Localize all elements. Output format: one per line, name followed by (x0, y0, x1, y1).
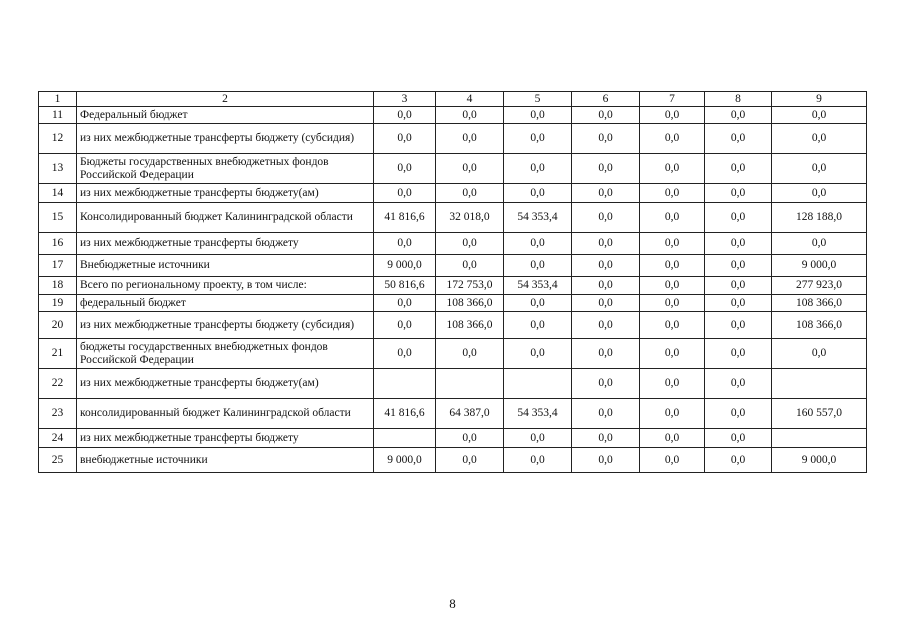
table-row (39, 233, 867, 255)
value-cell: 0,0 (504, 295, 572, 312)
value-cell (374, 369, 436, 399)
row-label: из них межбюджетные трансферты бюджету (77, 233, 374, 255)
value-cell: 0,0 (572, 339, 640, 369)
row-label: Внебюджетные источники (77, 255, 374, 277)
value-cell: 0,0 (572, 154, 640, 184)
value-cell: 9 000,0 (772, 255, 867, 277)
column-header: 1 (39, 92, 77, 107)
value-cell: 0,0 (640, 339, 705, 369)
value-cell: 32 018,0 (436, 203, 504, 233)
column-header: 2 (77, 92, 374, 107)
value-cell: 0,0 (504, 184, 572, 203)
value-cell: 0,0 (504, 429, 572, 448)
value-cell: 0,0 (640, 369, 705, 399)
column-header: 4 (436, 92, 504, 107)
value-cell: 0,0 (572, 255, 640, 277)
value-cell: 277 923,0 (772, 277, 867, 295)
row-label: Всего по региональному проекту, в том числе: (77, 277, 374, 295)
table-row (39, 399, 867, 429)
table-row (39, 277, 867, 295)
value-cell: 54 353,4 (504, 203, 572, 233)
value-cell (436, 369, 504, 399)
value-cell: 0,0 (572, 203, 640, 233)
value-cell: 0,0 (705, 107, 772, 124)
row-label: Федеральный бюджет (77, 107, 374, 124)
row-label: из них межбюджетные трансферты бюджету (77, 429, 374, 448)
table-row (39, 184, 867, 203)
value-cell: 0,0 (504, 312, 572, 339)
row-number: 16 (39, 233, 77, 255)
value-cell: 0,0 (572, 429, 640, 448)
value-cell: 0,0 (705, 339, 772, 369)
table-row (39, 154, 867, 184)
row-label: бюджеты государственных внебюджетных фондов Российской Федерации (77, 339, 374, 369)
value-cell: 0,0 (705, 233, 772, 255)
column-header: 7 (640, 92, 705, 107)
value-cell: 0,0 (772, 154, 867, 184)
value-cell: 0,0 (705, 429, 772, 448)
value-cell (772, 369, 867, 399)
value-cell (504, 369, 572, 399)
value-cell: 0,0 (374, 312, 436, 339)
table-row (39, 429, 867, 448)
value-cell: 0,0 (436, 429, 504, 448)
value-cell: 0,0 (705, 369, 772, 399)
row-number: 14 (39, 184, 77, 203)
value-cell: 0,0 (705, 124, 772, 154)
value-cell: 0,0 (572, 107, 640, 124)
column-header: 6 (572, 92, 640, 107)
row-number: 24 (39, 429, 77, 448)
row-number: 20 (39, 312, 77, 339)
value-cell: 54 353,4 (504, 277, 572, 295)
row-number: 25 (39, 448, 77, 473)
value-cell: 0,0 (436, 339, 504, 369)
value-cell: 9 000,0 (374, 448, 436, 473)
value-cell: 0,0 (504, 233, 572, 255)
table-row (39, 107, 867, 124)
value-cell: 0,0 (640, 255, 705, 277)
value-cell: 0,0 (436, 124, 504, 154)
value-cell: 0,0 (640, 124, 705, 154)
value-cell: 0,0 (640, 203, 705, 233)
row-label: из них межбюджетные трансферты бюджету (субсидия) (77, 312, 374, 339)
value-cell: 0,0 (374, 233, 436, 255)
value-cell: 0,0 (640, 399, 705, 429)
budget-table (38, 91, 867, 473)
row-label: Консолидированный бюджет Калининградской области (77, 203, 374, 233)
value-cell: 0,0 (772, 233, 867, 255)
value-cell: 0,0 (772, 339, 867, 369)
row-number: 22 (39, 369, 77, 399)
value-cell: 0,0 (705, 184, 772, 203)
table-row (39, 369, 867, 399)
row-label: внебюджетные источники (77, 448, 374, 473)
value-cell: 0,0 (374, 124, 436, 154)
row-number: 18 (39, 277, 77, 295)
row-number: 21 (39, 339, 77, 369)
value-cell: 0,0 (436, 255, 504, 277)
row-label: консолидированный бюджет Калининградской области (77, 399, 374, 429)
value-cell: 0,0 (640, 184, 705, 203)
value-cell: 41 816,6 (374, 203, 436, 233)
value-cell: 0,0 (705, 448, 772, 473)
value-cell: 0,0 (640, 233, 705, 255)
header-row (39, 92, 867, 107)
value-cell: 64 387,0 (436, 399, 504, 429)
column-header: 8 (705, 92, 772, 107)
row-label: Бюджеты государственных внебюджетных фондов Российской Федерации (77, 154, 374, 184)
value-cell: 108 366,0 (436, 295, 504, 312)
value-cell: 0,0 (640, 295, 705, 312)
value-cell: 0,0 (705, 203, 772, 233)
value-cell: 108 366,0 (436, 312, 504, 339)
value-cell: 9 000,0 (772, 448, 867, 473)
value-cell: 0,0 (572, 184, 640, 203)
value-cell: 0,0 (504, 448, 572, 473)
value-cell: 108 366,0 (772, 312, 867, 339)
row-label: из них межбюджетные трансферты бюджету(ам) (77, 369, 374, 399)
column-header: 3 (374, 92, 436, 107)
value-cell: 0,0 (374, 184, 436, 203)
row-number: 23 (39, 399, 77, 429)
row-label: из них межбюджетные трансферты бюджету (субсидия) (77, 124, 374, 154)
value-cell (374, 429, 436, 448)
row-label: из них межбюджетные трансферты бюджету(ам) (77, 184, 374, 203)
value-cell: 0,0 (705, 154, 772, 184)
row-label: федеральный бюджет (77, 295, 374, 312)
value-cell: 128 188,0 (772, 203, 867, 233)
value-cell: 160 557,0 (772, 399, 867, 429)
value-cell: 0,0 (374, 339, 436, 369)
value-cell: 0,0 (374, 295, 436, 312)
value-cell: 0,0 (572, 399, 640, 429)
value-cell (772, 429, 867, 448)
value-cell: 0,0 (640, 448, 705, 473)
row-number: 15 (39, 203, 77, 233)
value-cell: 0,0 (436, 448, 504, 473)
table-row (39, 124, 867, 154)
value-cell: 0,0 (640, 277, 705, 295)
row-number: 12 (39, 124, 77, 154)
value-cell: 0,0 (640, 107, 705, 124)
value-cell: 0,0 (572, 233, 640, 255)
value-cell: 0,0 (436, 184, 504, 203)
value-cell: 0,0 (572, 448, 640, 473)
table-row (39, 255, 867, 277)
row-number: 17 (39, 255, 77, 277)
value-cell: 0,0 (374, 154, 436, 184)
value-cell: 0,0 (705, 399, 772, 429)
value-cell: 0,0 (572, 312, 640, 339)
table-row (39, 312, 867, 339)
column-header: 5 (504, 92, 572, 107)
value-cell: 0,0 (436, 233, 504, 255)
value-cell: 0,0 (640, 154, 705, 184)
row-number: 19 (39, 295, 77, 312)
value-cell: 108 366,0 (772, 295, 867, 312)
table-body (39, 107, 867, 473)
table-row (39, 339, 867, 369)
value-cell: 0,0 (374, 107, 436, 124)
value-cell: 0,0 (504, 255, 572, 277)
table-row (39, 448, 867, 473)
value-cell: 0,0 (436, 107, 504, 124)
value-cell: 0,0 (772, 124, 867, 154)
value-cell: 0,0 (572, 369, 640, 399)
value-cell: 0,0 (705, 295, 772, 312)
table-row (39, 295, 867, 312)
value-cell: 0,0 (640, 312, 705, 339)
value-cell: 0,0 (504, 339, 572, 369)
row-number: 13 (39, 154, 77, 184)
value-cell: 0,0 (504, 107, 572, 124)
value-cell: 0,0 (436, 154, 504, 184)
value-cell: 0,0 (572, 124, 640, 154)
value-cell: 54 353,4 (504, 399, 572, 429)
row-number: 11 (39, 107, 77, 124)
value-cell: 0,0 (572, 277, 640, 295)
value-cell: 0,0 (772, 107, 867, 124)
value-cell: 0,0 (640, 429, 705, 448)
page-number: 8 (449, 596, 456, 611)
value-cell: 0,0 (504, 154, 572, 184)
value-cell: 50 816,6 (374, 277, 436, 295)
value-cell: 0,0 (504, 124, 572, 154)
table-row (39, 203, 867, 233)
value-cell: 0,0 (572, 295, 640, 312)
column-header: 9 (772, 92, 867, 107)
value-cell: 0,0 (705, 277, 772, 295)
value-cell: 0,0 (772, 184, 867, 203)
value-cell: 9 000,0 (374, 255, 436, 277)
value-cell: 172 753,0 (436, 277, 504, 295)
value-cell: 41 816,6 (374, 399, 436, 429)
value-cell: 0,0 (705, 312, 772, 339)
value-cell: 0,0 (705, 255, 772, 277)
